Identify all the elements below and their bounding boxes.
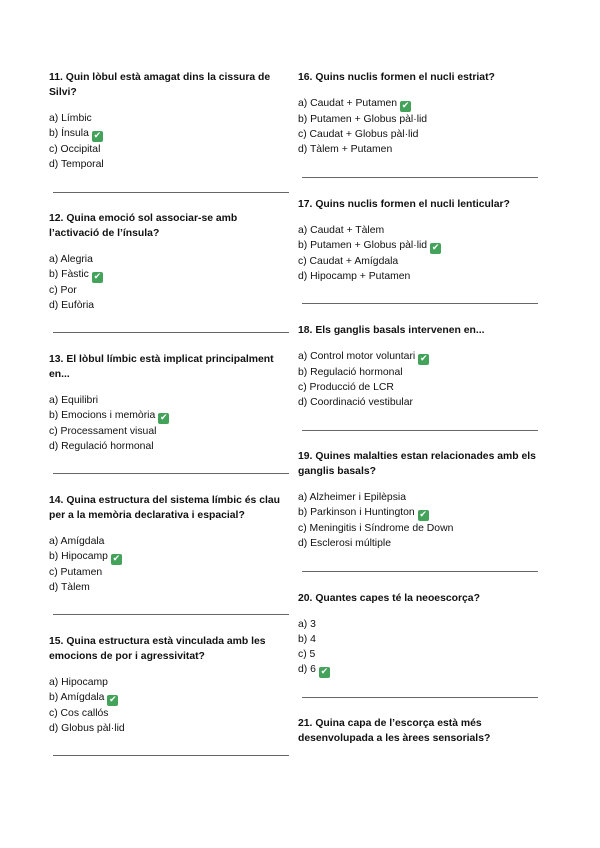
option: d) Eufòria — [49, 300, 95, 311]
option: a) Caudat + Putamen ✔ — [298, 98, 410, 111]
question-11 — [49, 70, 289, 172]
option: a) Alzheimer i Epilèpsia — [298, 492, 406, 503]
question-title: 17. Quins nuclis formen el nucli lenticular? — [298, 199, 510, 210]
options-list — [298, 223, 540, 284]
option: b) Putamen + Globus pàl·lid — [298, 114, 428, 125]
question-title: 19. Quines malalties estan relacionades amb els ganglis basals? — [298, 451, 536, 477]
option: a) Amígdala — [49, 536, 105, 547]
question-title: 12. Quina emoció sol associar-se amb l’activació de l’ínsula? — [49, 213, 238, 239]
option: d) Tàlem + Putamen — [298, 144, 393, 155]
divider — [302, 303, 538, 304]
question-13 — [49, 352, 289, 454]
option: d) Globus pàl·lid — [49, 723, 125, 734]
option: a) Caudat + Tàlem — [298, 225, 385, 236]
options-list — [298, 490, 540, 551]
option: a) 3 — [298, 619, 316, 630]
option: c) Por — [49, 285, 77, 296]
option: a) Alegria — [49, 254, 93, 265]
option: b) Ínsula ✔ — [49, 128, 102, 141]
question-14 — [49, 493, 289, 595]
option: a) Hipocamp — [49, 677, 108, 688]
question-20 — [298, 591, 540, 678]
divider — [53, 614, 289, 615]
divider — [302, 430, 538, 431]
divider — [302, 177, 538, 178]
option: d) 6 ✔ — [298, 664, 329, 677]
question-title: 13. El lòbul límbic està implicat principalment en... — [49, 354, 274, 380]
divider — [53, 192, 289, 193]
option: b) Regulació hormonal — [298, 367, 403, 378]
check-mark-icon: ✔ — [419, 510, 427, 520]
question-12 — [49, 211, 289, 313]
question-title: 18. Els ganglis basals intervenen en... — [298, 325, 485, 336]
divider — [53, 332, 289, 333]
question-21 — [298, 716, 540, 746]
check-mark-icon: ✔ — [93, 272, 102, 282]
option: b) Emocions i memòria ✔ — [49, 410, 168, 423]
question-title: 11. Quin lòbul està amagat dins la cissura de Silvi? — [49, 72, 271, 98]
option: c) Cos callós — [49, 708, 109, 719]
option: c) Occipital — [49, 144, 101, 155]
options-list — [49, 393, 289, 454]
check-mark-icon: ✔ — [109, 695, 117, 705]
option: a) Equilibri — [49, 395, 99, 406]
question-title: 16. Quins nuclis formen el nucli estriat? — [298, 72, 495, 83]
option: b) Amígdala ✔ — [49, 692, 117, 705]
option: d) Regulació hormonal — [49, 441, 154, 452]
option: d) Esclerosi múltiple — [298, 538, 391, 549]
check-mark-icon: ✔ — [320, 667, 329, 677]
check-mark-icon: ✔ — [93, 131, 102, 141]
option: d) Temporal — [49, 159, 104, 170]
divider — [302, 571, 538, 572]
options-list — [49, 252, 289, 313]
option: a) Límbic — [49, 113, 92, 124]
question-19 — [298, 449, 540, 551]
option: c) Caudat + Amígdala — [298, 256, 399, 267]
options-list — [49, 675, 289, 736]
question-title: 14. Quina estructura del sistema límbic és clau per a la memòria declarativa i espacial? — [49, 495, 280, 521]
question-title: 20. Quantes capes té la neoescorça? — [298, 593, 480, 604]
option: b) 4 — [298, 634, 316, 645]
option: c) Putamen — [49, 567, 103, 578]
option: b) Parkinson i Huntington ✔ — [298, 507, 427, 520]
divider — [53, 755, 289, 756]
option: b) Putamen + Globus pàl·lid ✔ — [298, 240, 440, 253]
option: d) Hipocamp + Putamen — [298, 271, 411, 282]
divider — [53, 473, 289, 474]
options-list — [298, 349, 540, 410]
options-list — [49, 534, 289, 595]
check-mark-icon: ✔ — [419, 354, 428, 364]
options-list — [298, 617, 540, 678]
options-list — [49, 111, 289, 172]
check-mark-icon: ✔ — [401, 101, 410, 111]
option: b) Hipocamp ✔ — [49, 551, 121, 564]
option: c) 5 — [298, 649, 316, 660]
check-mark-icon: ✔ — [159, 413, 168, 423]
option: c) Producció de LCR — [298, 382, 394, 393]
question-17 — [298, 197, 540, 284]
question-15 — [49, 634, 289, 736]
option: c) Processament visual — [49, 426, 157, 437]
options-list — [298, 96, 540, 157]
question-title: 15. Quina estructura està vinculada amb les emocions de por i agressivitat? — [49, 636, 266, 662]
question-16 — [298, 70, 540, 157]
question-18 — [298, 323, 540, 410]
option: b) Fàstic ✔ — [49, 269, 102, 282]
option: d) Coordinació vestibular — [298, 397, 413, 408]
question-title: 21. Quina capa de l’escorça està més desenvolupada a les àrees sensorials? — [298, 718, 491, 744]
divider — [302, 697, 538, 698]
option: c) Caudat + Globus pàl·lid — [298, 129, 419, 140]
option: a) Control motor voluntari ✔ — [298, 351, 428, 364]
option: c) Meningitis i Síndrome de Down — [298, 523, 454, 534]
option: d) Tàlem — [49, 582, 90, 593]
check-mark-icon: ✔ — [431, 243, 440, 253]
check-mark-icon: ✔ — [112, 554, 121, 564]
